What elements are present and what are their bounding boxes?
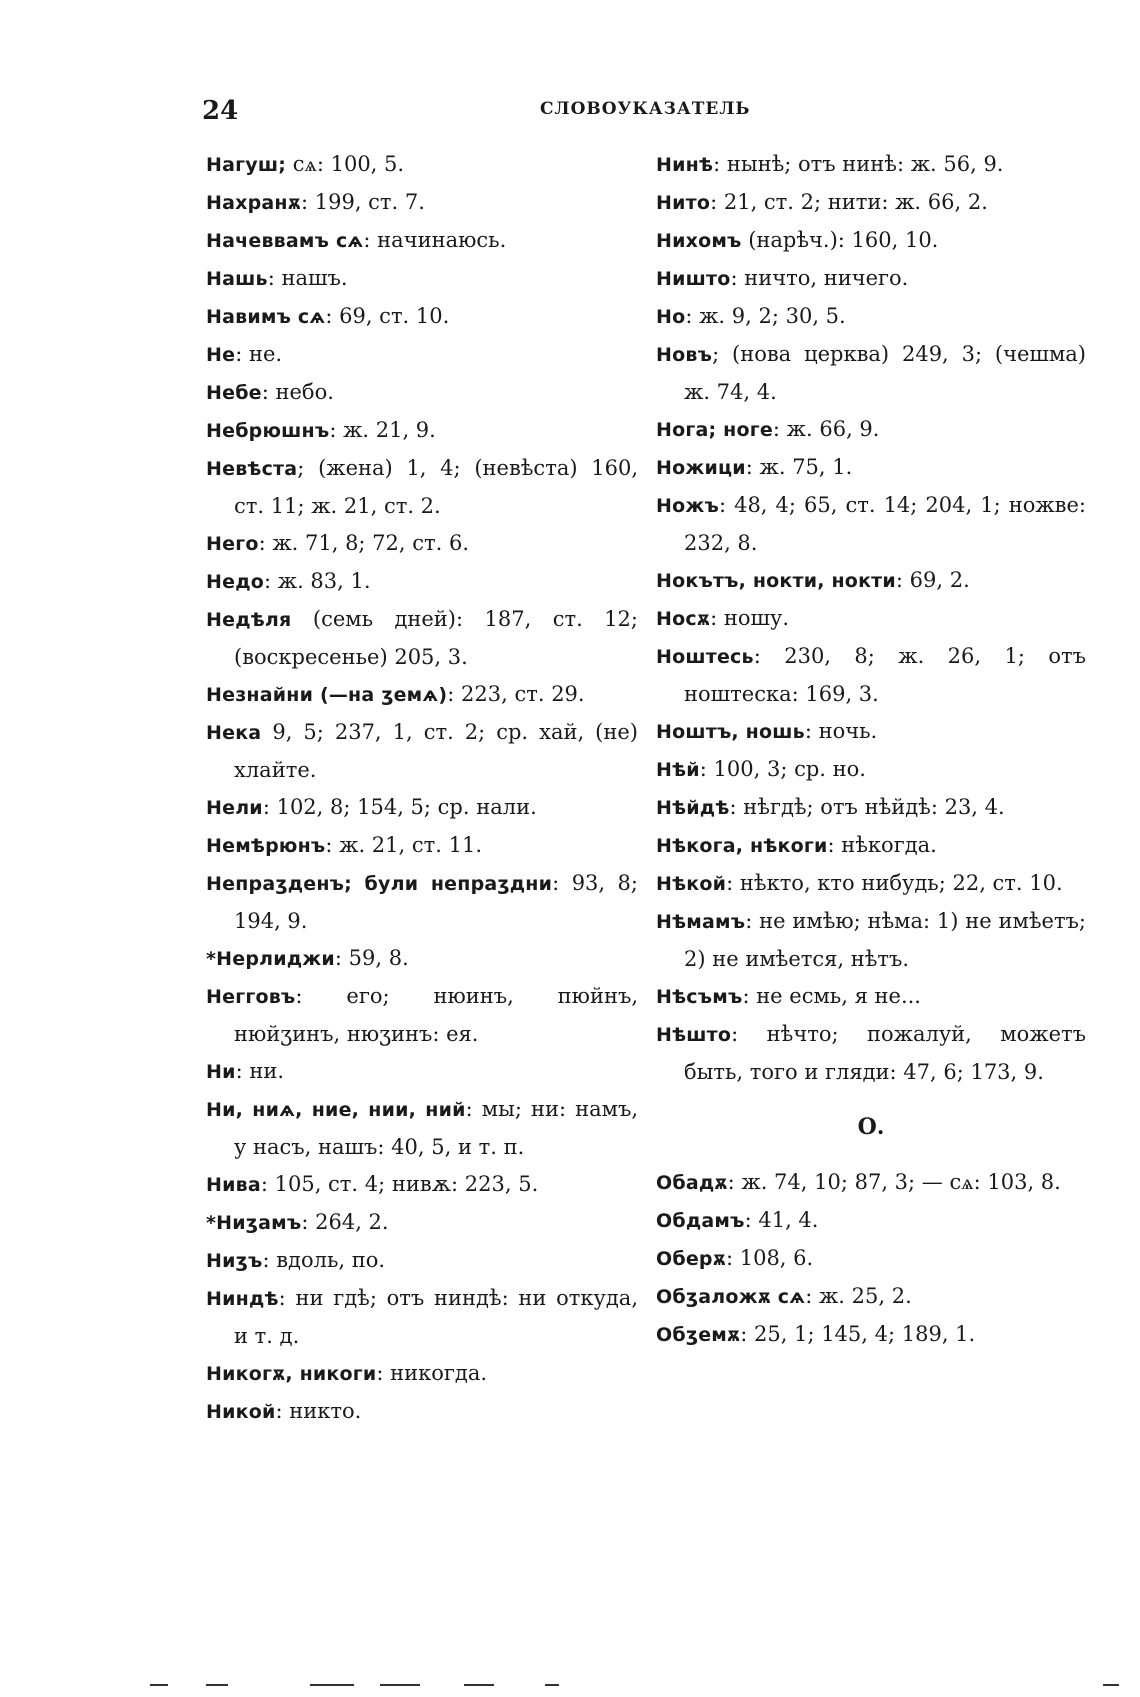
dictionary-entry — [206, 374, 638, 412]
entry-definition: : никогда. — [376, 1361, 488, 1385]
entry-definition: : 108, 6. — [725, 1246, 814, 1270]
entry-headword: Ножъ — [656, 495, 719, 517]
dictionary-entry — [206, 260, 638, 298]
entry-headword: Небрюшнъ — [206, 420, 330, 442]
entry-extra: : 100, 5. — [316, 152, 405, 176]
entry-headword: Нагуш; — [206, 154, 287, 176]
entry-headword: Ниндѣ — [206, 1288, 279, 1310]
dictionary-entry — [656, 336, 1086, 411]
entry-headword: Непраʒденъ; були непраʒдни — [206, 873, 553, 895]
entry-definition: : ношу. — [710, 606, 790, 630]
entry-headword: Ништо — [656, 268, 731, 290]
entry-definition: : не. — [235, 342, 283, 366]
dictionary-entry — [206, 865, 638, 940]
entry-headword: Незнайни (—на ʒемѧ) — [206, 684, 448, 706]
dictionary-entry — [656, 411, 1086, 449]
entry-definition: : ж. 75, 1. — [745, 455, 853, 479]
entry-headword: Невѣста — [206, 458, 298, 480]
entry-definition: : 105, ст. 4; нивѫ: 223, 5. — [260, 1172, 539, 1196]
dictionary-entry — [206, 978, 638, 1053]
entry-headword: Ноштесь — [656, 646, 754, 668]
entry-definition: : 48, 4; 65, ст. 14; 204, 1; ножве: 232, 8. — [684, 493, 1086, 555]
dictionary-entry — [206, 222, 638, 260]
entry-definition: : 264, 2. — [301, 1210, 389, 1234]
entry-definition: : ж. 25, 2. — [805, 1284, 912, 1308]
entry-headword: Никогѫ, никоги — [206, 1363, 377, 1385]
dictionary-entry — [656, 184, 1086, 222]
entry-definition: (нарѣч.): 160, 10. — [741, 228, 939, 252]
entry-headword: Нели — [206, 797, 263, 819]
entry-headword: Небе — [206, 382, 262, 404]
entry-definition: 9, 5; 237, 1, ст. 2; ср. хай, (не) хлайте. — [234, 720, 638, 782]
dictionary-entry — [656, 449, 1086, 487]
dictionary-entry — [206, 1355, 638, 1393]
dictionary-entry — [206, 827, 638, 865]
entry-headword: Нинѣ — [656, 154, 714, 176]
dictionary-entry — [206, 146, 638, 184]
entry-definition: : 223, ст. 29. — [447, 682, 585, 706]
entry-headword: Нахранѫ — [206, 192, 301, 214]
entry-definition: : нѣчто; пожалуй, можетъ быть, того и гляди: 47, 6; 173, 9. — [684, 1022, 1086, 1084]
entry-definition: : ж. 9, 2; 30, 5. — [685, 304, 846, 328]
dictionary-entry — [206, 1053, 638, 1091]
entry-definition: : ж. 66, 9. — [772, 417, 880, 441]
footer-rule — [1103, 1684, 1119, 1686]
entry-headword: Но — [656, 306, 686, 328]
entry-headword: Нѣмамъ — [656, 911, 746, 933]
dictionary-entry — [656, 751, 1086, 789]
entry-definition: (семь дней): 187, ст. 12; (воскресенье) 205, 3. — [234, 607, 638, 669]
entry-definition: : 230, 8; ж. 26, 1; отъ ноштеска: 169, 3. — [684, 644, 1086, 706]
entry-definition: : 59, 8. — [334, 946, 409, 970]
entry-headword: Новъ — [656, 344, 713, 366]
entry-headword: Недѣля — [206, 609, 292, 631]
entry-headword: Нѣкой — [656, 873, 727, 895]
entry-headword: Нито — [656, 192, 711, 214]
entry-headword: Нѣсъмъ — [656, 986, 743, 1008]
entry-headword: *Нерлиджи — [206, 948, 335, 970]
footer-rule — [150, 1684, 168, 1686]
dictionary-entry — [656, 1164, 1086, 1202]
entry-headword: Оберѫ — [656, 1248, 726, 1270]
dictionary-entry — [656, 1016, 1086, 1091]
entry-definition: : ж. 21, 9. — [329, 418, 436, 442]
dictionary-entry — [206, 184, 638, 222]
entry-definition: : 199, ст. 7. — [300, 190, 425, 214]
footer-rule — [310, 1684, 354, 1686]
dictionary-entry — [656, 865, 1086, 903]
entry-headword: Нѣйдѣ — [656, 797, 730, 819]
dictionary-entry — [656, 638, 1086, 713]
entry-definition: : не есмь, я не... — [742, 984, 921, 1008]
entry-definition: : ж. 83, 1. — [264, 569, 371, 593]
entry-headword: Недо — [206, 571, 264, 593]
dictionary-entry — [656, 562, 1086, 600]
dictionary-entry — [656, 713, 1086, 751]
dictionary-entry — [206, 525, 638, 563]
entry-headword: Немѣрюнъ — [206, 835, 326, 857]
dictionary-entry — [206, 298, 638, 336]
entry-headword: Обʒемѫ — [656, 1324, 741, 1346]
left-column — [206, 146, 638, 1431]
entry-headword: Обдамъ — [656, 1210, 745, 1232]
entry-headword: Начеввамъ сѧ — [206, 230, 364, 252]
entry-definition: : его; нюинъ, пюйнъ, нюйʒинъ, нюʒинъ: ея. — [234, 984, 638, 1046]
entry-definition: : нѣкогда. — [827, 833, 937, 857]
entry-definition: : нашъ. — [267, 266, 348, 290]
entry-headword: Нѣй — [656, 759, 700, 781]
dictionary-entry — [656, 978, 1086, 1016]
entry-headword: *Ниʒамъ — [206, 1212, 302, 1234]
entry-definition: ; (нова церква) 249, 3; (чешма) ж. 74, 4. — [684, 342, 1086, 404]
entry-headword: Не — [206, 344, 236, 366]
dictionary-entry — [656, 298, 1086, 336]
entry-definition: : никто. — [275, 1399, 362, 1423]
entry-headword: Ниʒъ — [206, 1250, 263, 1272]
dictionary-entry — [206, 1091, 638, 1166]
running-head: СЛОВОУКАЗАТЕЛЬ — [540, 99, 751, 119]
dictionary-entry — [206, 789, 638, 827]
entry-headword: Нихомъ — [656, 230, 742, 252]
dictionary-entry — [656, 260, 1086, 298]
entry-definition: : ничто, ничего. — [730, 266, 909, 290]
dictionary-entry — [656, 1202, 1086, 1240]
dictionary-entry — [656, 487, 1086, 562]
entry-definition: : ж. 74, 10; 87, 3; — сѧ: 103, 8. — [727, 1170, 1061, 1194]
dictionary-entry — [206, 412, 638, 450]
entry-definition: : ж. 71, 8; 72, ст. 6. — [258, 531, 470, 555]
entry-headword: Ни, ниѧ, ние, нии, ний — [206, 1099, 466, 1121]
entry-headword: Носѫ — [656, 608, 711, 630]
entry-definition: : 69, ст. 10. — [325, 304, 450, 328]
entry-headword: Навимъ сѧ — [206, 306, 326, 328]
dictionary-entry — [206, 1166, 638, 1204]
entry-definition: : 102, 8; 154, 5; ср. нали. — [262, 795, 537, 819]
entry-headword: Него — [206, 533, 259, 555]
entry-headword: Нокътъ, нокти, нокти — [656, 570, 896, 592]
dictionary-entry — [656, 903, 1086, 978]
footer-rule — [206, 1684, 228, 1686]
entry-headword: Нѣкога, нѣкоги — [656, 835, 828, 857]
page-number: 24 — [202, 96, 239, 126]
right-column-entries-n — [656, 146, 1086, 1091]
entry-definition: : мы; ни: намъ, у насъ, нашъ: 40, 5, и т. п. — [234, 1097, 638, 1159]
entry-headword: Нашь — [206, 268, 268, 290]
dictionary-entry — [206, 1242, 638, 1280]
dictionary-entry — [656, 600, 1086, 638]
dictionary-entry — [206, 563, 638, 601]
entry-definition: : 41, 4. — [744, 1208, 819, 1232]
dictionary-entry — [656, 827, 1086, 865]
entry-definition: : 25, 1; 145, 4; 189, 1. — [740, 1322, 976, 1346]
right-column-entries-o — [656, 1164, 1086, 1354]
dictionary-entry — [206, 1204, 638, 1242]
entry-definition: : вдоль, по. — [262, 1248, 386, 1272]
entry-definition: : начинаюсь. — [363, 228, 507, 252]
dictionary-entry — [656, 1240, 1086, 1278]
footer-rule — [380, 1684, 420, 1686]
entry-definition: : ж. 21, ст. 11. — [325, 833, 483, 857]
entry-headword: Нога; ноге — [656, 419, 773, 441]
right-column — [656, 146, 1086, 1354]
entry-definition: : ночь. — [804, 719, 878, 743]
entry-definition: : нынѣ; отъ нинѣ: ж. 56, 9. — [713, 152, 1004, 176]
entry-definition: : небо. — [261, 380, 334, 404]
dictionary-entry — [206, 940, 638, 978]
entry-definition: : 21, ст. 2; нити: ж. 66, 2. — [710, 190, 988, 214]
entry-definition: : не имѣю; нѣма: 1) не имѣетъ; 2) не имѣется, нѣтъ. — [684, 909, 1086, 971]
dictionary-entry — [206, 450, 638, 525]
dictionary-entry — [206, 1280, 638, 1355]
entry-headword: Обадѫ — [656, 1172, 728, 1194]
entry-headword: Ноштъ, ношь — [656, 721, 805, 743]
entry-headword: Нива — [206, 1174, 261, 1196]
dictionary-entry — [206, 1393, 638, 1431]
entry-definition: : 69, 2. — [895, 568, 970, 592]
entry-definition: ; (жена) 1, 4; (невѣста) 160, ст. 11; ж. 21, ст. 2. — [234, 456, 638, 518]
dictionary-entry — [656, 789, 1086, 827]
entry-definition: : 93, 8; 194, 9. — [234, 871, 638, 933]
entry-headword: Обʒаложѫ сѧ — [656, 1286, 806, 1308]
footer-rule — [545, 1684, 559, 1686]
entry-headword: Негговъ — [206, 986, 296, 1008]
entry-definition: : ни. — [235, 1059, 285, 1083]
entry-headword: Нека — [206, 722, 262, 744]
entry-headword: Ни — [206, 1061, 236, 1083]
section-letter-o: О. — [857, 1114, 885, 1140]
dictionary-entry — [206, 714, 638, 789]
dictionary-entry — [206, 601, 638, 676]
entry-headword: Никой — [206, 1401, 276, 1423]
dictionary-entry — [656, 222, 1086, 260]
dictionary-entry — [206, 336, 638, 374]
footer-rule — [464, 1684, 494, 1686]
dictionary-entry — [656, 1316, 1086, 1354]
entry-definition: : нѣгдѣ; отъ нѣйдѣ: 23, 4. — [729, 795, 1005, 819]
entry-definition: : ни гдѣ; отъ ниндѣ: ни откуда, и т. д. — [234, 1286, 638, 1348]
dictionary-entry — [656, 146, 1086, 184]
entry-headword: Ножици — [656, 457, 746, 479]
entry-definition: : 100, 3; ср. но. — [699, 757, 866, 781]
entry-headword: Нѣшто — [656, 1024, 732, 1046]
entry-definition: сѧ — [286, 152, 317, 176]
entry-definition: : нѣкто, кто нибудь; 22, ст. 10. — [726, 871, 1063, 895]
dictionary-entry — [656, 1278, 1086, 1316]
dictionary-entry — [206, 676, 638, 714]
